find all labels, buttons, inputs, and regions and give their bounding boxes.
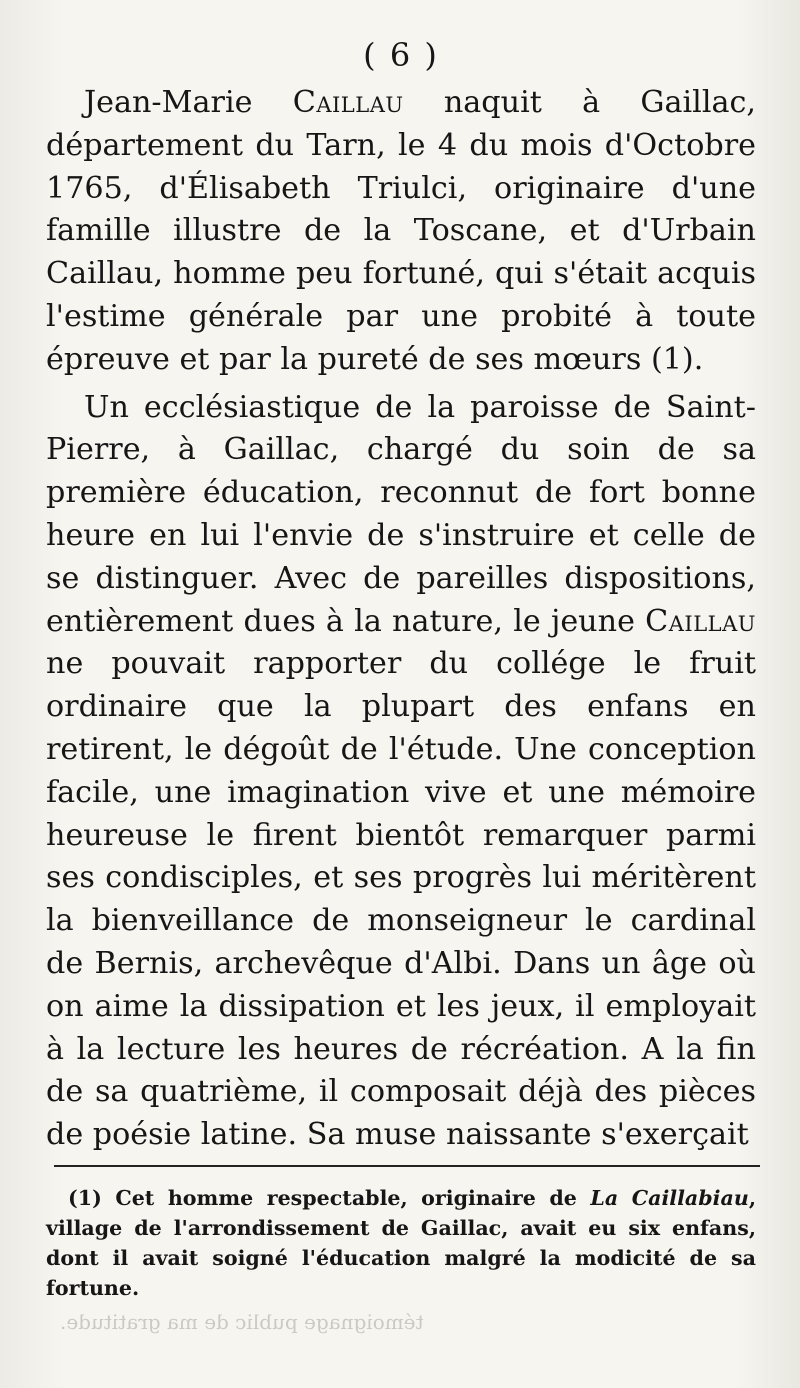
paragraph-1 — [46, 82, 756, 382]
footnote-rule — [54, 1165, 760, 1167]
body-text — [46, 82, 756, 1157]
paragraph-1-rest: naquit à Gaillac, département du Tarn, le 4 du mois d'Octobre 1765, d'Élisabeth Triulci, originaire d'une famille illustre de la Toscane, et d'Urbain Caillau, homme peu fortuné, qui s'était acquis l'estime générale par une probité à toute épreuve et par la pureté de ses mœurs (1). — [46, 85, 756, 377]
footnote-place: La Caillabiau — [590, 1185, 749, 1210]
footnote-start: (1) Cet homme respectable, originaire de — [68, 1185, 591, 1210]
surname-caillau: Caillau — [645, 603, 756, 639]
paragraph-2-start: Un ecclésiastique de la paroisse de Saint-Pierre, à Gaillac, chargé du soin de sa première éducation, reconnut de fort bonne heure en lui l'envie de s'instruire et celle de se distinguer. Avec de pareilles dispositions, entièrement dues à la nature, le jeune — [46, 389, 756, 639]
surname-caillau: Caillau — [292, 85, 404, 120]
footnote-text — [46, 1183, 756, 1303]
footnote — [46, 1183, 756, 1303]
page-number: ( 6 ) — [363, 36, 439, 74]
paragraph-2 — [46, 387, 756, 1157]
paragraph-2-rest: ne pouvait rapporter du collége le fruit ordinaire que la plupart des enfans en retirent, le dégoût de l'étude. Une conception facile, une imagination vive et une mémoire heureuse le firent bientôt remarquer parmi ses condisciples, et ses progrès lui méritèrent la bienveillance de monseigneur le cardinal de Bernis, archevêque d'Albi. Dans un âge où on aime la dissipation et les jeux, il employait à la lecture les heures de récréation. A la fin de sa quatrième, il composait déjà des pièces de poésie latine. Sa muse naissante s'exerçait — [46, 646, 756, 1153]
paragraph-1-start: Jean-Marie — [84, 85, 293, 120]
footnote-rest: , village de l'arrondissement de Gaillac, avait eu six enfans, dont il avait soigné l'éducation malgré la modicité de sa fortune. — [46, 1185, 756, 1300]
bleed-through-text: témoignage public de ma gratitude. — [60, 1310, 424, 1334]
